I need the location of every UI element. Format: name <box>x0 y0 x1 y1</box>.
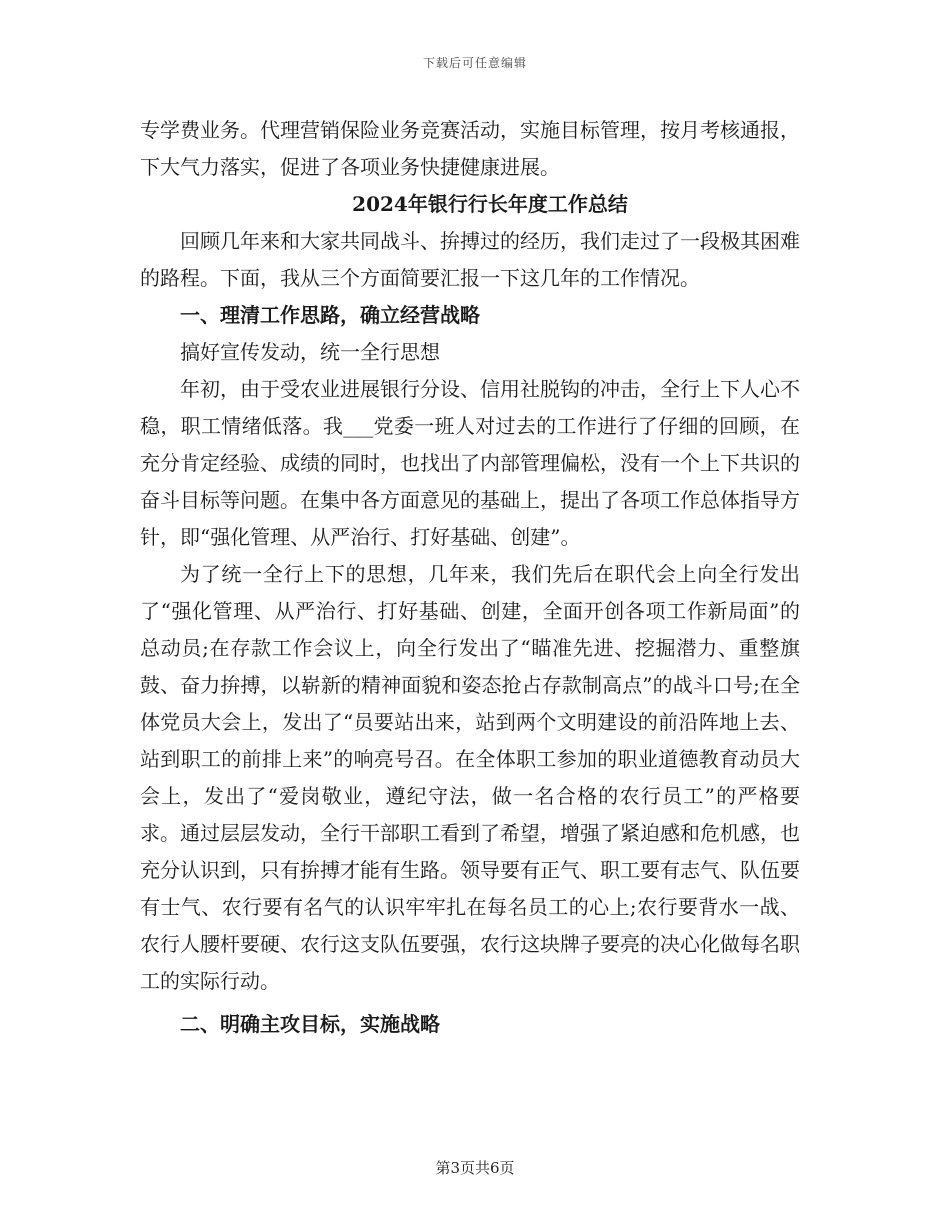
paragraph-background: 年初，由于受农业进展银行分设、信用社脱钩的冲击，全行上下人心不稳，职工情绪低落。我___党委一班人对过去的工作进行了仔细的回顾，在充分肯定经验、成绩的同时，也找出了内部管理偏松，没有一个上下共识的奋斗目标等问题。在集中各方面意见的基础上，提出了各项工作总体指导方针，即“强化管理、从严治行、打好基础、创建”。 <box>140 377 800 549</box>
section-heading-2: 二、明确主攻目标，实施战略 <box>180 1012 440 1036</box>
page-footer: 第3页共6页 <box>435 1159 515 1177</box>
section-heading-1: 一、理清工作思路，确立经营战略 <box>180 303 480 327</box>
document-title: 2024年银行行长年度工作总结 <box>352 192 628 216</box>
paragraph-continuation: 专学费业务。代理营销保险业务竞赛活动，实施目标管理，按月考核通报，下大气力落实，促进了各项业务快捷健康进展。 <box>140 118 800 179</box>
document-body <box>140 112 800 1043</box>
subheading-1: 搞好宣传发动，统一全行思想 <box>180 340 440 364</box>
paragraph-intro: 回顾几年来和大家共同战斗、拚搏过的经历，我们走过了一段极其困难的路程。下面，我从三个方面简要汇报一下这几年的工作情况。 <box>140 229 800 290</box>
paragraph-mobilization: 为了统一全行上下的思想，几年来，我们先后在职代会上向全行发出了“强化管理、从严治行、打好基础、创建，全面开创各项工作新局面”的总动员;在存款工作会议上，向全行发出了“瞄准先进、挖掘潜力、重整旗鼓、奋力拚搏，以崭新的精神面貌和姿态抢占存款制高点”的战斗口号;在全体党员大会上，发出了“员要站出来，站到两个文明建设的前沿阵地上去、站到职工的前排上来”的响亮号召。在全体职工参加的职业道德教育动员大会上，发出了“爱岗敬业，遵纪守法，做一名合格的农行员工”的严格要求。通过层层发动，全行干部职工看到了希望，增强了紧迫感和危机感，也充分认识到，只有拚搏才能有生路。领导要有正气、职工要有志气、队伍要有士气、农行要有名气的认识牢牢扎在每名员工的心上;农行要背水一战、农行人腰杆要硬、农行这支队伍要强，农行这块牌子要亮的决心化做每名职工的实际行动。 <box>140 562 800 993</box>
page-header: 下载后可任意编辑 <box>422 56 527 70</box>
